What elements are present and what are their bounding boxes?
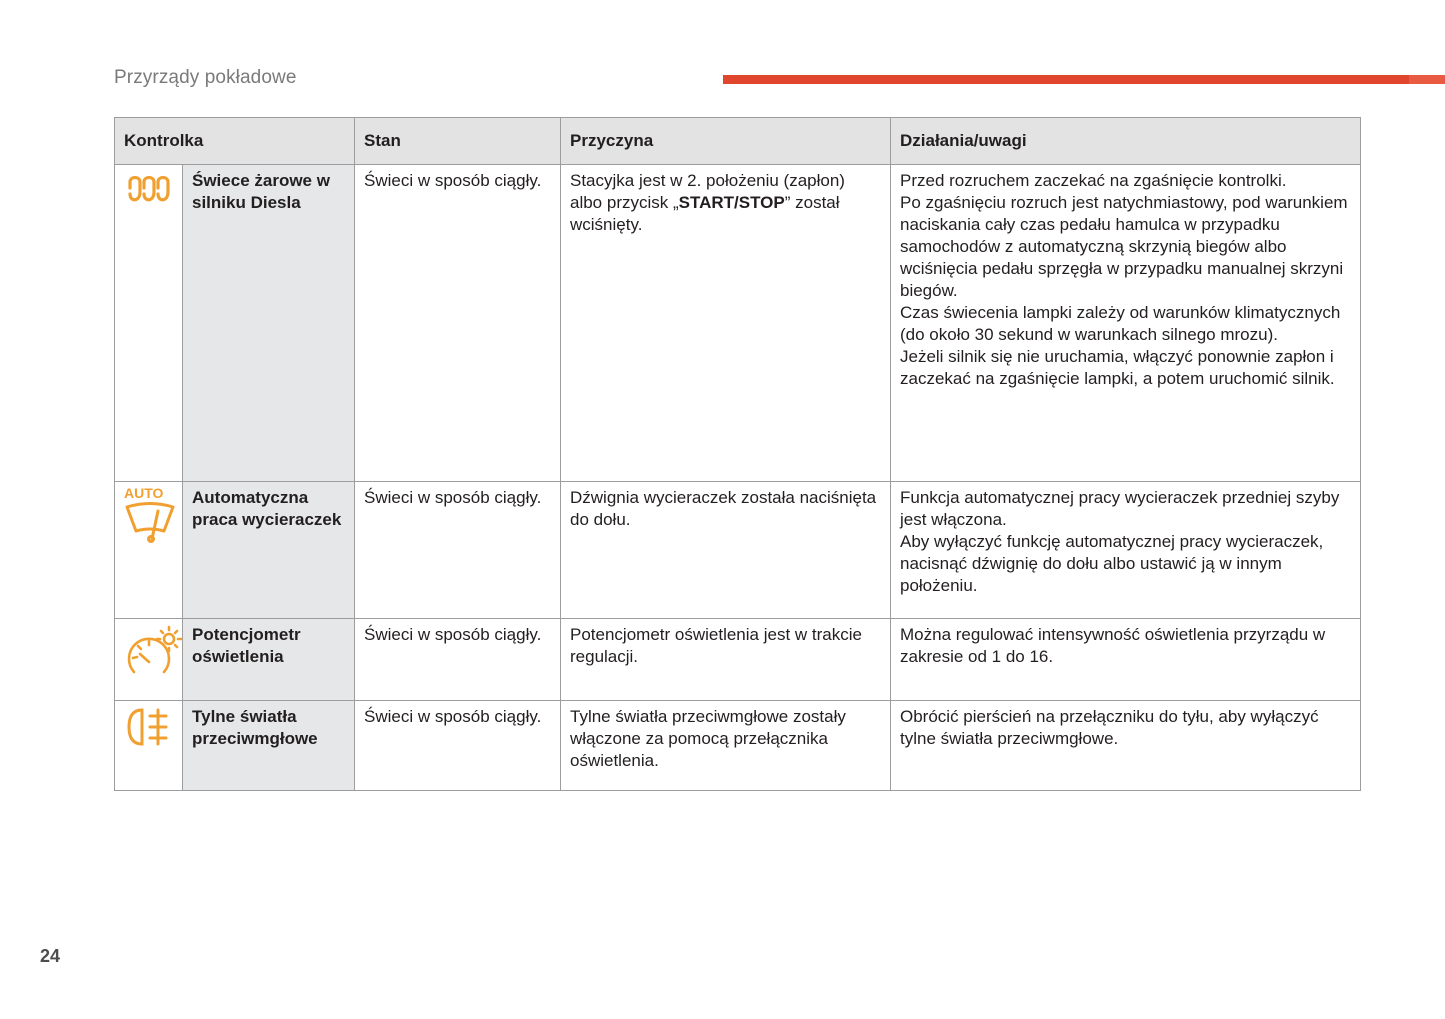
icon-cell (115, 619, 183, 701)
warning-action: Można regulować intensywność oświetlenia przyrządu w zakresie od 1 do 16. (891, 619, 1361, 701)
warning-lights-table (114, 117, 1361, 791)
header-stan: Stan (355, 118, 561, 165)
warning-state: Świeci w sposób ciągły. (355, 482, 561, 619)
header-kontrolka: Kontrolka (115, 118, 355, 165)
warning-state: Świeci w sposób ciągły. (355, 701, 561, 791)
glow-plug-icon (124, 170, 173, 210)
warning-name: Świece żarowe w silniku Diesla (183, 165, 355, 482)
icon-cell (115, 482, 183, 619)
section-title: Przyrządy pokładowe (114, 67, 297, 88)
accent-bar (723, 75, 1445, 84)
warning-cause: Dźwignia wycieraczek została naciśnięta do dołu. (561, 482, 891, 619)
warning-state: Świeci w sposób ciągły. (355, 165, 561, 482)
warning-state: Świeci w sposób ciągły. (355, 619, 561, 701)
dashboard-lighting-rheostat-icon (124, 624, 173, 680)
warning-cause: Potencjometr oświetlenia jest w trakcie regulacji. (561, 619, 891, 701)
start-stop-label: START/STOP (678, 193, 785, 212)
page-number: 24 (40, 946, 61, 966)
warning-action: Obrócić pierścień na przełączniku do tyłu, aby wyłączyć tylne światła przeciwmgłowe. (891, 701, 1361, 791)
warning-cause: Stacyjka jest w 2. położeniu (zapłon) albo przycisk „START/STOP” został wciśnięty. (561, 165, 891, 482)
table-row (115, 619, 1361, 701)
warning-cause: Tylne światła przeciwmgłowe zostały włączone za pomocą przełącznika oświetlenia. (561, 701, 891, 791)
table-row (115, 482, 1361, 619)
warning-name: Automatyczna praca wycieraczek (183, 482, 355, 619)
icon-cell (115, 165, 183, 482)
table-row (115, 701, 1361, 791)
rear-fog-light-icon (124, 706, 173, 748)
table-header-row (115, 118, 1361, 165)
warning-name: Tylne światła przeciwmgłowe (183, 701, 355, 791)
header-przyczyna: Przyczyna (561, 118, 891, 165)
icon-cell (115, 701, 183, 791)
warning-action: Przed rozruchem zaczekać na zgaśnięcie kontrolki. Po zgaśnięciu rozruch jest natychmiastowy, pod warunkiem naciskania cały czas pedału hamulca w przypadku samochodów z automatyczną skrzynią biegów albo wciśnięcia pedału sprzęgła w przypadku manualnej skrzyni biegów. Czas świecenia lampki zależy od warunków klimatycznych (do około 30 sekund w warunkach silnego mrozu). Jeżeli silnik się nie uruchamia, włączyć ponownie zapłon i zaczekać na zgaśnięcie lampki, a potem uruchomić silnik. (891, 165, 1361, 482)
auto-wiper-icon (124, 501, 173, 543)
warning-action: Funkcja automatycznej pracy wycieraczek przedniej szyby jest włączona. Aby wyłączyć funkcję automatycznej pracy wycieraczek, nacisnąć dźwignię do dołu albo ustawić ją w innym położeniu. (891, 482, 1361, 619)
warning-name: Potencjometr oświetlenia (183, 619, 355, 701)
auto-label: AUTO (124, 485, 164, 501)
header-dzialania: Działania/uwagi (891, 118, 1361, 165)
table-row (115, 165, 1361, 482)
